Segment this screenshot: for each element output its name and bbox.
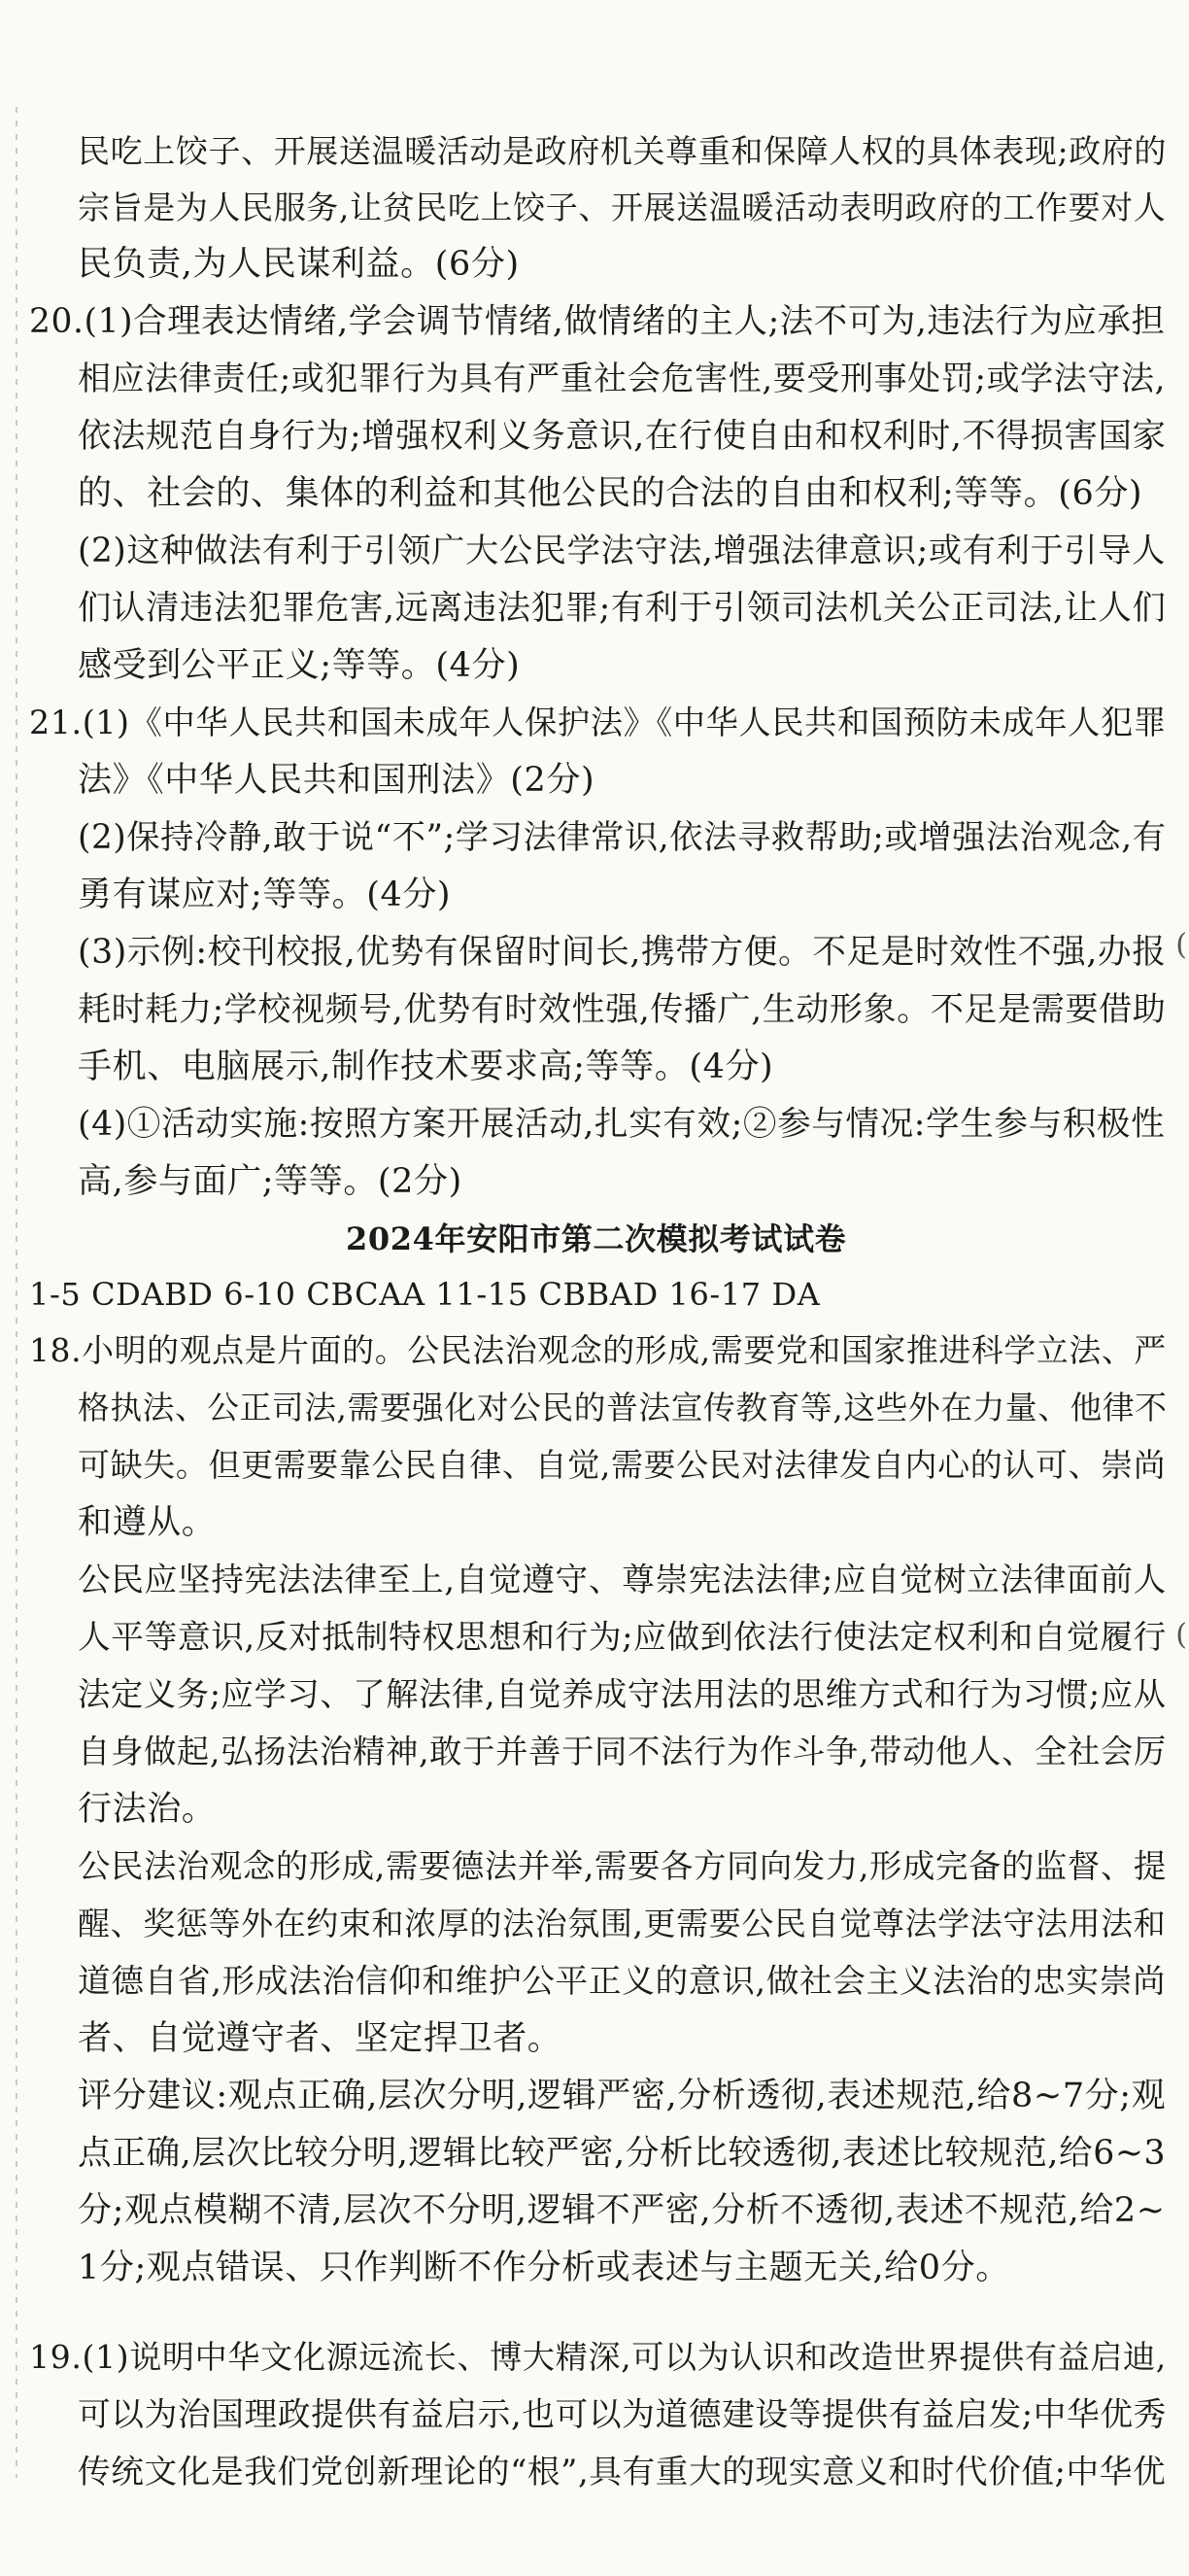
text-line: 和遵从。 [78,1503,217,1542]
text-line: 分;观点模糊不清,层次不分明,逻辑不严密,分析不透彻,表述不规范,给2~ [78,2191,1166,2230]
text-line: 道德自省,形成法治信仰和维护公平正义的意识,做社会主义法治的忠实崇尚 [78,1962,1167,2000]
text-line: 点正确,层次比较分明,逻辑比较严密,分析比较透彻,表述比较规范,给6~3 [78,2134,1167,2173]
text-line: 高,参与面广;等等。(2分) [78,1162,462,1201]
text-line: 格执法、公正司法,需要强化对公民的普法宣传教育等,这些外在力量、他律不 [78,1390,1168,1426]
text-line: (3)示例:校刊校报,优势有保留时间长,携带方便。不足是时效性不强,办报 [78,933,1167,972]
text-line: 自身做起,弘扬法治精神,敢于并善于同不法行为作斗争,带动他人、全社会厉 [78,1733,1167,1770]
text-line: (2)保持冷静,敢于说“不”;学习法律常识,依法寻救帮助;或增强法治观念,有 [78,818,1167,857]
text-line: 可以为治国理政提供有益启示,也可以为道德建设等提供有益启发;中华优秀 [78,2395,1167,2433]
margin-rule [16,107,17,2478]
text-line: 手机、电脑展示,制作技术要求高;等等。(4分) [78,1048,774,1086]
text-line: 法》《中华人民共和国刑法》(2分) [78,761,595,800]
text-line: 可缺失。但更需要靠公民自律、自觉,需要公民对法律发自内心的认可、崇尚 [78,1446,1167,1484]
text-line: 民吃上饺子、开展送温暖活动是政府机关尊重和保障人权的具体表现;政府的 [78,132,1168,170]
choice-answers: 1-5 CDABD 6-10 CBCAA 11-15 CBBAD 16-17 DA [29,1276,821,1313]
text-line: (4)①活动实施:按照方案开展活动,扎实有效;②参与情况:学生参与积极性 [78,1105,1166,1144]
text-line: 者、自觉遵守者、坚定捍卫者。 [78,2019,562,2058]
section-title: 2024年安阳市第二次模拟考试试卷 [346,1220,847,1257]
text-line: 20.(1)合理表达情绪,学会调节情绪,做情绪的主人;法不可为,违法行为应承担 [29,302,1166,341]
text-line: 人平等意识,反对抵制特权思想和行为;应做到依法行使法定权利和自觉履行 [78,1618,1167,1656]
text-line: 公民应坚持宪法法律至上,自觉遵守、尊崇宪法法律;应自觉树立法律面前人 [78,1561,1167,1598]
text-line: 传统文化是我们党创新理论的“根”,具有重大的现实意义和时代价值;中华优 [78,2453,1167,2490]
text-line: 的、社会的、集体的利益和其他公民的合法的自由和权利;等等。(6分) [78,474,1143,513]
text-line: 评分建议:观点正确,层次分明,逻辑严密,分析透彻,表述规范,给8~7分;观 [78,2077,1167,2115]
text-line: 19.(1)说明中华文化源远流长、博大精深,可以为认识和改造世界提供有益启迪, [29,2338,1167,2376]
text-line: 法定义务;应学习、了解法律,自觉养成守法用法的思维方式和行为习惯;应从 [78,1675,1167,1713]
text-line: 相应法律责任;或犯罪行为具有严重社会危害性,要受刑事处罚;或学法守法, [78,360,1167,398]
edge-mark: ( [1175,1618,1187,1652]
text-line: 们认清违法犯罪危害,远离违法犯罪;有利于引领司法机关公正司法,让人们 [78,589,1167,628]
text-line: 21.(1)《中华人民共和国未成年人保护法》《中华人民共和国预防未成年人犯罪 [29,704,1167,741]
text-line: 民负责,为人民谋利益。(6分) [78,245,520,284]
text-line: 行法治。 [78,1790,217,1829]
text-line: 1分;观点错误、只作判断不作分析或表述与主题无关,给0分。 [78,2249,1010,2287]
text-line: 感受到公平正义;等等。(4分) [78,646,521,685]
text-line: 公民法治观念的形成,需要德法并举,需要各方同向发力,形成完备的监督、提 [78,1847,1167,1885]
text-line: 勇有谋应对;等等。(4分) [78,876,452,914]
text-line: 醒、奖惩等外在约束和浓厚的法治氛围,更需要公民自觉尊法学法守法用法和 [78,1905,1167,1942]
text-line: 依法规范自身行为;增强权利义务意识,在行使自由和权利时,不得损害国家 [78,417,1167,456]
text-line: 18.小明的观点是片面的。公民法治观念的形成,需要党和国家推进科学立法、严 [29,1331,1167,1369]
text-line: (2)这种做法有利于引领广大公民学法守法,增强法律意识;或有利于引导人 [78,532,1166,570]
edge-mark: ( [1175,928,1187,962]
text-line: 耗时耗力;学校视频号,优势有时效性强,传播广,生动形象。不足是需要借助 [78,990,1167,1029]
text-line: 宗旨是为人民服务,让贫民吃上饺子、开展送温暖活动表明政府的工作要对人 [78,189,1167,226]
